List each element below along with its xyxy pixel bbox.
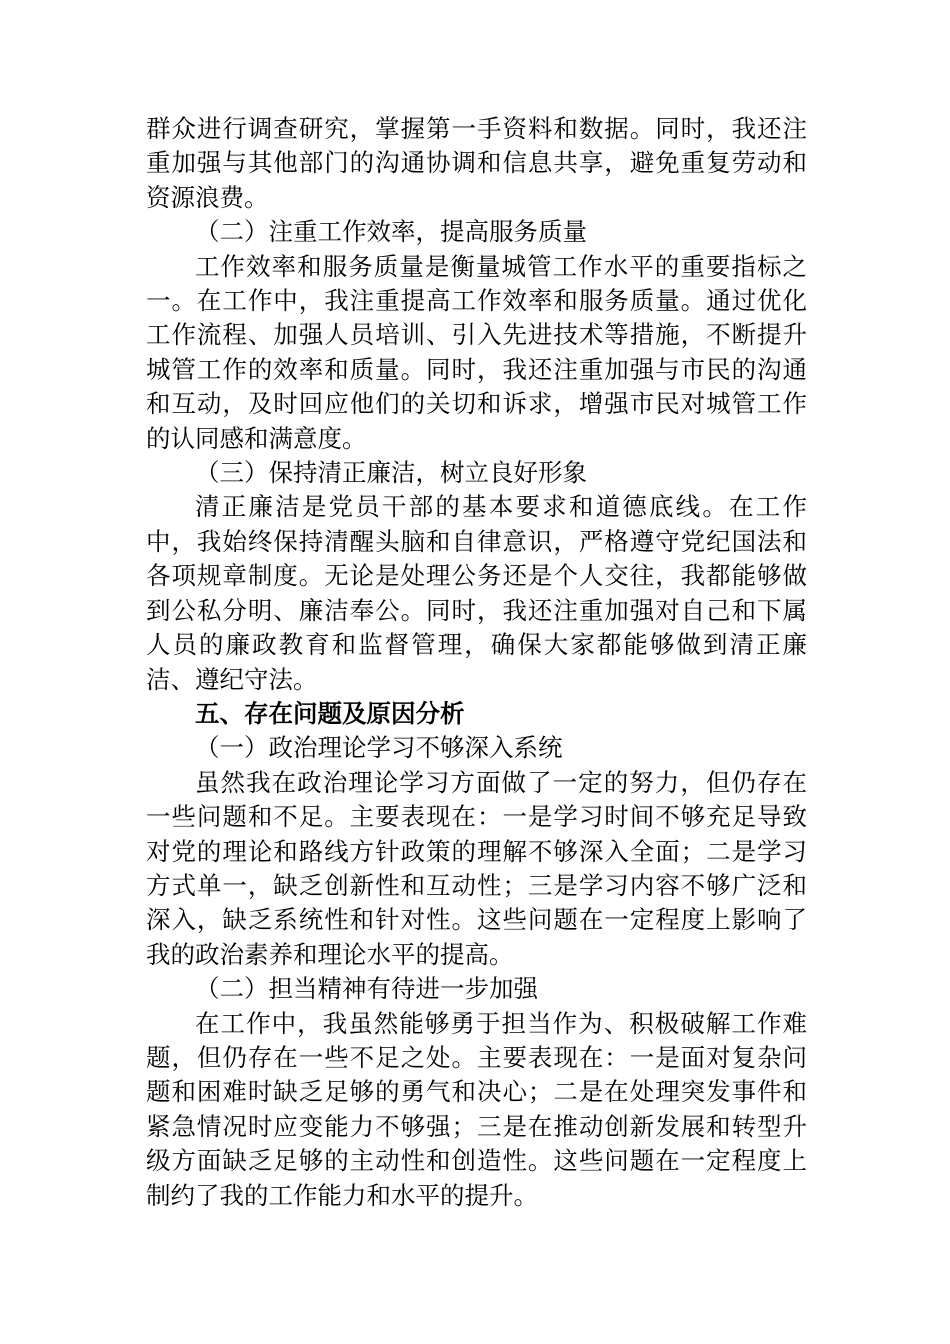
paragraph: 虽然我在政治理论学习方面做了一定的努力，但仍存在一些问题和不足。主要表现在：一是学习时间不够充足导致对党的理论和路线方针政策的理解不够深入全面；二是学习方式单一，缺乏创新性和互动性；三是学习内容不够广泛和深入，缺乏系统性和针对性。这些问题在一定程度上影响了我的政治素养和理论水平的提高。 <box>146 767 807 969</box>
paragraph: 在工作中，我虽然能够勇于担当作为、积极破解工作难题，但仍存在一些不足之处。主要表现在：一是面对复杂问题和困难时缺乏足够的勇气和决心；二是在处理突发事件和紧急情况时应变能力不够强；三是在推动创新发展和转型升级方面缺乏足够的主动性和创造性。这些问题在一定程度上制约了我的工作能力和水平的提升。 <box>146 1008 807 1210</box>
paragraph: 工作效率和服务质量是衡量城管工作水平的重要指标之一。在工作中，我注重提高工作效率和服务质量。通过优化工作流程、加强人员培训、引入先进技术等措施，不断提升城管工作的效率和质量。同时，我还注重加强与市民的沟通和互动，及时回应他们的关切和诉求，增强市民对城管工作的认同感和满意度。 <box>146 251 807 453</box>
section-heading: 五、存在问题及原因分析 <box>195 698 465 728</box>
paragraph-continued: 群众进行调查研究，掌握第一手资料和数据。同时，我还注重加强与其他部门的沟通协调和信息共享，避免重复劳动和资源浪费。 <box>146 114 807 212</box>
subsection-heading: （二）担当精神有待进一步加强 <box>195 974 538 1004</box>
subsection-heading: （一）政治理论学习不够深入系统 <box>195 733 563 763</box>
subsection-heading: （三）保持清正廉洁，树立良好形象 <box>195 458 587 488</box>
subsection-heading: （二）注重工作效率，提高服务质量 <box>195 217 587 247</box>
document-page <box>146 112 807 1213</box>
paragraph: 清正廉洁是党员干部的基本要求和道德底线。在工作中，我始终保持清醒头脑和自律意识，严格遵守党纪国法和各项规章制度。无论是处理公务还是个人交往，我都能够做到公私分明、廉洁奉公。同时，我还注重加强对自己和下属人员的廉政教育和监督管理，确保大家都能够做到清正廉洁、遵纪守法。 <box>146 492 807 694</box>
